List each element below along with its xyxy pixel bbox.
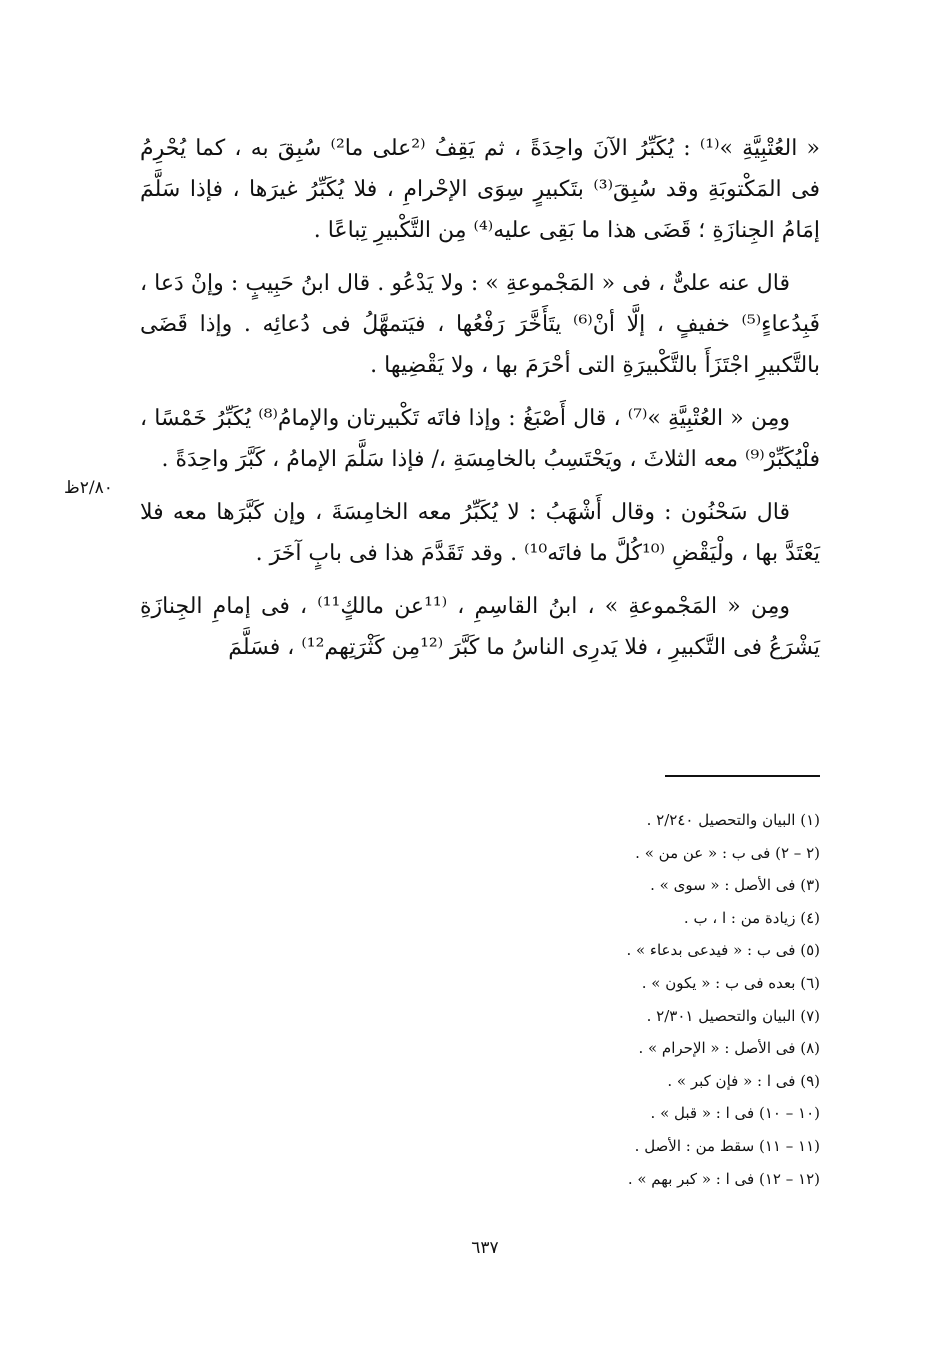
paragraph: قال عنه علىٌّ ، فى « المَجْموعةِ » : ولا يَدْعُو . قال ابنُ حَبِيبٍ : وإنْ دَعا ، فَبِدُعاءٍ⁽⁵⁾ خفيفٍ ، إلَّا أنْ⁽⁶⁾ يتَأَخَّرَ رَفْعُها ، فيَتمهَّلُ فى دُعائِه . وإذا قَضَى بالتَّكبيرِ اجْتَزَأَ بالتَّكْبيرَةِ التى أحْرَمَ بها ، ولا يَقْضِيها .: [140, 271, 820, 378]
main-text: [140, 128, 820, 680]
paragraph: ومِن « المَجْموعةِ » ، ابنُ القاسِمِ ، ⁽¹¹عن مالكٍ¹¹⁾ ، فى إمامِ الجِنازَةِ يَشْرَعُ فى التَّكبيرِ ، فلا يَدرِى الناسُ ما كَبَّرَ ⁽¹²مِن كَثْرَتِهم¹²⁾ ، فسَلَّمَ: [140, 594, 820, 660]
paragraph: ومِن « العُتْبِيَّةِ »⁽⁷⁾ ، قال أَصْبَغُ : وإذا فاتَه تَكْبيرتان والإمامُ⁽⁸⁾ يُكَبِّرُ خَمْسًا ، فلْيُكَبِّرْ⁽⁹⁾ معه الثلاثَ ، ويَحْتَسِبُ بالخامِسَةِ ،/ فإذا سَلَّمَ الإمامُ ، كَبَّرَ واحِدَةً .: [140, 406, 820, 472]
footnotes: [420, 804, 820, 1195]
footnote: (٣) فى الأصل : « سوى » .: [650, 876, 820, 895]
footnote: (١) البيان والتحصيل ٢/٢٤٠ .: [646, 811, 820, 829]
footnote: (٥) فى ب : « فيدعى بدعاء » .: [626, 941, 820, 960]
footnote: (٦) بعده فى ب : « يكون » .: [641, 973, 820, 992]
paragraph: قال سَحْنُون : وقال أَشْهَبُ : لا يُكَبِّرُ معه الخامِسَةَ ، وإن كَبَّرَها معه فلا يَعْتَدَّ بها ، ولْيَقْضِ ⁽¹⁰كُلَّ ما فاتَه¹⁰⁾ . وقد تَقَدَّمَ هذا فى بابٍ آخَرَ .: [140, 500, 820, 566]
footnote-divider: [665, 775, 820, 777]
footnote: (٢ – ٢) فى ب : « عن من » .: [635, 843, 820, 862]
footnote: (٤) زيادة من : ا ، ب .: [683, 908, 820, 927]
footnote: (٩) فى ا : « فإن كبر » .: [667, 1071, 820, 1090]
page-number: ٦٣٧: [471, 1238, 499, 1258]
manuscript-folio-reference: ٢/٨٠ظ: [64, 478, 113, 498]
footnote: (١٢ – ١٢) فى ا : « كبر بهم » .: [627, 1169, 820, 1188]
footnote: (٧) البيان والتحصيل ٢/٣٠١ .: [646, 1006, 820, 1025]
paragraph: « العُتْبِيَّةِ »⁽¹⁾ : يُكَبِّرُ الآنَ واحِدَةً ، ثم يَقِفُ ⁽²على ما²⁾ سُبِقَ به ، كما يُحْرِمُ فى المَكْتوبَةِ وقد سُبِقَ⁽³⁾ بتَكبيرٍ سِوَى الإحْرامِ ، فلا يُكَبِّرُ غيرَها ، فإذا سَلَّمَ إمَامُ الجِنازَةِ ؛ قَضَى هذا ما بَقِى عليه⁽⁴⁾ مِن التَّكْبيرِ تِباعًا .: [140, 136, 821, 243]
footnote: (١١ – ١١) سقط من : الأصل .: [634, 1136, 820, 1155]
footnote: (٨) فى الأصل : « الإحرام » .: [638, 1039, 820, 1058]
footnote: (١٠ – ١٠) فى ا : « قبل » .: [650, 1104, 820, 1123]
